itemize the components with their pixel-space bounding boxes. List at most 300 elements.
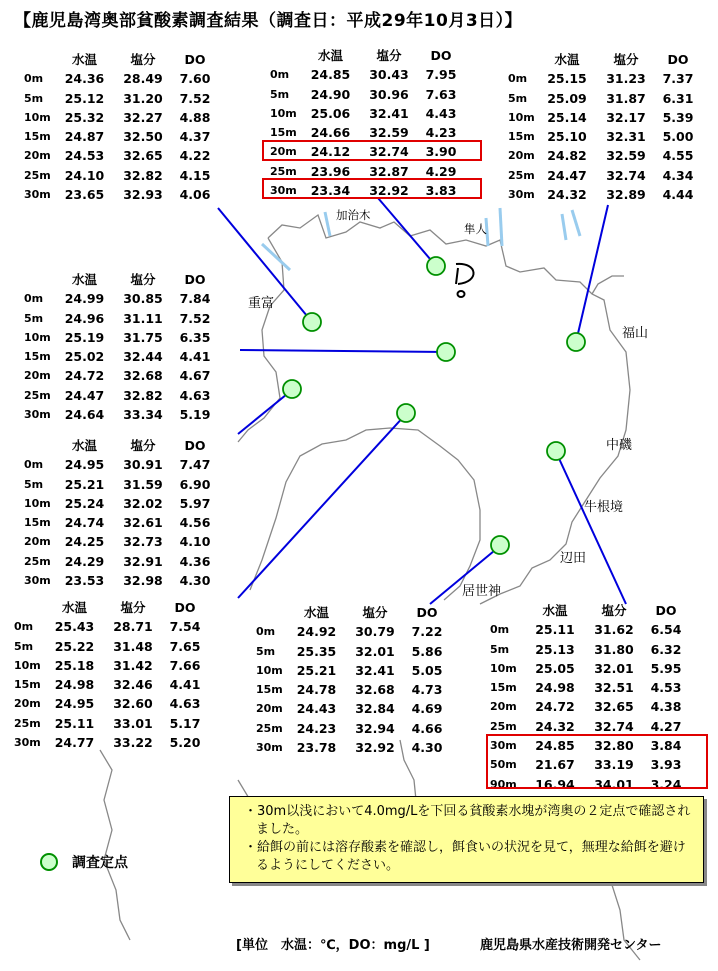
do-cell: 4.43 — [425, 105, 457, 121]
station-table-f — [14, 598, 207, 752]
table-row — [24, 69, 217, 88]
depth-cell: 0m — [24, 458, 44, 472]
column-header-depth — [270, 46, 302, 65]
table-row — [24, 475, 217, 494]
salinity-cell: 31.42 — [113, 657, 153, 673]
table-header-row — [24, 270, 217, 289]
depth-cell: 20m — [24, 369, 51, 383]
table-row — [490, 697, 688, 716]
depth-cell: 25m — [256, 721, 283, 735]
table-row — [270, 85, 463, 104]
depth-cell: 5m — [24, 477, 44, 491]
column-header-salinity: 塩分 — [601, 603, 627, 618]
salinity-cell: 30.79 — [355, 624, 395, 640]
rivers — [262, 208, 580, 270]
sketch-mark — [456, 264, 474, 297]
salinity-cell: 32.65 — [594, 699, 634, 715]
depth-cell: 0m — [24, 72, 44, 86]
depth-cell: 5m — [256, 644, 276, 658]
column-header-temp: 水温 — [71, 438, 97, 453]
salinity-cell: 32.92 — [355, 740, 395, 756]
do-cell: 4.29 — [425, 163, 457, 179]
table-row — [24, 328, 217, 347]
temp-cell: 16.94 — [535, 776, 575, 792]
station-data-table — [508, 50, 700, 204]
do-cell: 4.63 — [169, 696, 201, 712]
salinity-cell: 32.80 — [594, 738, 634, 754]
column-header-temp: 水温 — [317, 48, 343, 63]
table-row — [24, 494, 217, 513]
depth-cell: 30m — [490, 739, 517, 753]
temp-cell: 24.36 — [64, 71, 105, 87]
do-cell: 5.95 — [650, 660, 682, 676]
table-row — [24, 571, 217, 590]
temp-cell: 25.21 — [64, 476, 105, 492]
column-header-do: DO — [655, 603, 677, 618]
temp-cell: 24.77 — [54, 735, 95, 751]
table-header-row — [24, 436, 217, 455]
salinity-cell: 31.23 — [606, 71, 646, 87]
table-row — [24, 405, 217, 424]
table-row — [24, 386, 217, 405]
note-line-2: ・給餌の前には溶存酸素を確認し，餌食いの状況を見て，無理な給餌を避けるようにしてください。 — [244, 840, 686, 873]
station-table-c — [508, 50, 700, 204]
salinity-cell: 32.46 — [113, 677, 153, 693]
do-cell: 4.88 — [179, 109, 211, 125]
depth-cell: 10m — [24, 496, 51, 510]
place-hayato: 隼人 — [464, 222, 487, 236]
table-header-row — [14, 598, 207, 617]
depth-cell: 5m — [24, 91, 44, 105]
leader-line-c — [576, 205, 608, 342]
table-row — [256, 642, 449, 661]
depth-cell: 0m — [14, 620, 34, 634]
do-cell: 4.34 — [662, 167, 694, 183]
do-cell: 7.52 — [179, 90, 211, 106]
low-do-highlight-b20 — [262, 140, 482, 161]
salinity-cell: 32.02 — [123, 495, 163, 511]
do-cell: 3.24 — [650, 776, 682, 792]
do-cell: 7.60 — [179, 71, 211, 87]
depth-cell: 10m — [256, 663, 283, 677]
depth-cell: 20m — [508, 149, 535, 163]
depth-cell: 30m — [24, 574, 51, 588]
do-cell: 4.10 — [179, 534, 211, 550]
salinity-cell: 32.94 — [355, 720, 395, 736]
do-cell: 7.52 — [179, 310, 211, 326]
place-shigetomi: 重富 — [248, 296, 275, 311]
column-header-depth — [14, 598, 46, 617]
salinity-cell: 32.84 — [355, 701, 395, 717]
temp-cell: 24.74 — [64, 515, 105, 531]
temp-cell: 25.19 — [64, 329, 105, 345]
station-data-table — [256, 603, 449, 757]
leader-line-f — [238, 414, 406, 598]
do-cell: 4.37 — [179, 129, 211, 145]
do-cell: 4.30 — [179, 573, 211, 589]
depth-cell: 0m — [508, 72, 528, 86]
depth-cell: 25m — [270, 164, 297, 178]
station-data-table — [24, 270, 217, 424]
station-table-a — [24, 50, 217, 204]
do-cell: 3.84 — [650, 738, 682, 754]
salinity-cell: 32.89 — [606, 187, 646, 203]
leader-line-d — [240, 350, 446, 352]
salinity-cell: 32.51 — [594, 680, 634, 696]
do-cell: 7.22 — [411, 624, 443, 640]
depth-cell: 20m — [256, 702, 283, 716]
column-header-do: DO — [184, 438, 206, 453]
column-header-salinity: 塩分 — [376, 48, 402, 63]
table-row — [270, 104, 463, 123]
depth-cell: 30m — [256, 741, 283, 755]
table-row — [508, 146, 700, 165]
table-row — [14, 656, 207, 675]
table-row — [24, 289, 217, 308]
temp-cell: 24.72 — [64, 368, 105, 384]
temp-cell: 25.09 — [547, 90, 587, 106]
column-header-salinity: 塩分 — [130, 272, 156, 287]
temp-cell: 25.18 — [54, 657, 95, 673]
table-row — [14, 617, 207, 636]
table-row — [490, 678, 688, 697]
station-data-table — [14, 598, 207, 752]
station-a-marker — [303, 313, 321, 331]
do-cell: 4.67 — [179, 368, 211, 384]
depth-cell: 0m — [270, 68, 290, 82]
salinity-cell: 32.82 — [123, 387, 163, 403]
stations — [283, 257, 585, 554]
temp-cell: 23.53 — [64, 573, 105, 589]
temp-cell: 24.78 — [296, 682, 337, 698]
organization-name: 鹿児島県水産技術開発センター — [480, 938, 662, 953]
salinity-cell: 32.50 — [123, 129, 163, 145]
depth-cell: 15m — [256, 683, 283, 697]
depth-cell: 25m — [508, 168, 535, 182]
temp-cell: 25.05 — [535, 660, 575, 676]
advisory-note — [229, 796, 704, 883]
temp-cell: 24.98 — [54, 677, 95, 693]
salinity-cell: 32.74 — [369, 144, 409, 160]
salinity-cell: 30.96 — [369, 86, 409, 102]
temp-cell: 25.06 — [310, 105, 351, 121]
temp-cell: 25.11 — [535, 622, 575, 638]
column-header-depth — [24, 436, 56, 455]
table-row — [508, 127, 700, 146]
temp-cell: 24.10 — [64, 167, 105, 183]
column-header-depth — [24, 50, 56, 69]
temp-cell: 25.15 — [547, 71, 587, 87]
salinity-cell: 32.91 — [123, 553, 163, 569]
do-cell: 5.39 — [662, 109, 694, 125]
salinity-cell: 32.74 — [594, 718, 634, 734]
salinity-cell: 31.80 — [594, 641, 634, 657]
station-b-marker — [427, 257, 445, 275]
depth-cell: 10m — [508, 110, 535, 124]
station-legend-icon — [40, 853, 58, 871]
temp-cell: 24.12 — [310, 144, 351, 160]
salinity-cell: 31.87 — [606, 90, 646, 106]
table-row — [24, 146, 217, 165]
do-cell: 4.69 — [411, 701, 443, 717]
salinity-cell: 32.31 — [606, 129, 646, 145]
page-title: 【鹿児島湾奥部貧酸素調査結果（調査日：平成29年10月3日）】 — [14, 11, 523, 31]
place-isejin: 居世神 — [462, 584, 502, 599]
do-cell: 4.30 — [411, 740, 443, 756]
table-row — [14, 637, 207, 656]
table-row — [508, 69, 700, 88]
depth-cell: 25m — [14, 716, 41, 730]
station-e-marker — [283, 380, 301, 398]
table-header-row — [24, 50, 217, 69]
temp-cell: 24.85 — [310, 67, 351, 83]
table-row — [24, 513, 217, 532]
depth-cell: 15m — [24, 350, 51, 364]
temp-cell: 25.13 — [535, 641, 575, 657]
do-cell: 3.90 — [425, 144, 457, 160]
table-row — [14, 675, 207, 694]
do-cell: 4.38 — [650, 699, 682, 715]
table-row — [256, 661, 449, 680]
column-header-depth — [256, 603, 288, 622]
table-row — [508, 185, 700, 204]
salinity-cell: 32.92 — [369, 183, 409, 199]
salinity-cell: 28.71 — [113, 619, 153, 635]
temp-cell: 24.90 — [310, 86, 351, 102]
table-row — [508, 89, 700, 108]
depth-cell: 10m — [24, 110, 51, 124]
temp-cell: 25.24 — [64, 495, 105, 511]
salinity-cell: 32.68 — [123, 368, 163, 384]
temp-cell: 24.72 — [535, 699, 575, 715]
depth-cell: 30m — [24, 188, 51, 202]
table-header-row — [508, 50, 700, 69]
depth-cell: 5m — [24, 311, 44, 325]
salinity-cell: 30.85 — [123, 291, 163, 307]
salinity-cell: 32.82 — [123, 167, 163, 183]
depth-cell: 0m — [490, 623, 510, 637]
column-header-temp: 水温 — [542, 603, 568, 618]
salinity-cell: 33.34 — [123, 407, 163, 423]
temp-cell: 24.25 — [64, 534, 105, 550]
column-header-depth — [24, 270, 56, 289]
table-row — [24, 366, 217, 385]
salinity-cell: 30.91 — [123, 457, 163, 473]
temp-cell: 24.23 — [296, 720, 337, 736]
table-row — [256, 699, 449, 718]
salinity-cell: 31.62 — [594, 622, 634, 638]
temp-cell: 21.67 — [535, 757, 575, 773]
station-table-e — [24, 436, 217, 590]
temp-cell: 23.96 — [310, 163, 351, 179]
do-cell: 7.95 — [425, 67, 457, 83]
depth-cell: 20m — [24, 535, 51, 549]
table-row — [508, 166, 700, 185]
temp-cell: 23.78 — [296, 740, 337, 756]
station-c-marker — [567, 333, 585, 351]
depth-cell: 20m — [270, 145, 297, 159]
do-cell: 6.54 — [650, 622, 682, 638]
table-row — [14, 694, 207, 713]
depth-cell: 20m — [14, 697, 41, 711]
table-row — [508, 108, 700, 127]
depth-cell: 15m — [270, 126, 297, 140]
column-header-depth — [508, 50, 538, 69]
table-row — [270, 65, 463, 84]
depth-cell: 25m — [24, 554, 51, 568]
temp-cell: 24.47 — [547, 167, 587, 183]
salinity-cell: 33.19 — [594, 757, 634, 773]
temp-cell: 24.66 — [310, 125, 351, 141]
temp-cell: 24.64 — [64, 407, 105, 423]
place-ushinenasakai: 牛根境 — [584, 500, 624, 515]
table-header-row — [490, 601, 688, 620]
legend-label: 調査定点 — [72, 855, 128, 871]
depth-cell: 50m — [490, 758, 517, 772]
do-cell: 4.44 — [662, 187, 694, 203]
temp-cell: 25.12 — [64, 90, 105, 106]
do-cell: 5.19 — [179, 407, 211, 423]
temp-cell: 25.32 — [64, 109, 105, 125]
depth-cell: 10m — [14, 658, 41, 672]
low-do-highlight-h — [486, 734, 708, 789]
column-header-temp: 水温 — [61, 600, 87, 615]
salinity-cell: 31.20 — [123, 90, 163, 106]
station-f-marker — [397, 404, 415, 422]
salinity-cell: 32.17 — [606, 109, 646, 125]
column-header-salinity: 塩分 — [130, 438, 156, 453]
do-cell: 4.53 — [650, 680, 682, 696]
depth-cell: 10m — [24, 330, 51, 344]
table-row — [14, 714, 207, 733]
salinity-cell: 30.43 — [369, 67, 409, 83]
salinity-cell: 31.75 — [123, 329, 163, 345]
salinity-cell: 32.93 — [123, 187, 163, 203]
station-h-marker — [547, 442, 565, 460]
temp-cell: 25.35 — [296, 643, 337, 659]
depth-cell: 5m — [490, 642, 510, 656]
depth-cell: 20m — [490, 700, 517, 714]
depth-cell: 90m — [490, 777, 517, 791]
salinity-cell: 32.59 — [606, 148, 646, 164]
column-header-do: DO — [667, 52, 689, 67]
depth-cell: 30m — [508, 188, 535, 202]
units-note: [単位 水温：℃，DO：mg/L ] — [236, 938, 430, 953]
table-row — [490, 640, 688, 659]
salinity-cell: 32.60 — [113, 696, 153, 712]
leader-line-e — [238, 390, 292, 434]
depth-cell: 30m — [14, 736, 41, 750]
temp-cell: 24.32 — [547, 187, 587, 203]
salinity-cell: 32.61 — [123, 515, 163, 531]
depth-cell: 15m — [508, 130, 535, 144]
table-row — [24, 166, 217, 185]
do-cell: 4.27 — [650, 718, 682, 734]
temp-cell: 24.43 — [296, 701, 337, 717]
salinity-cell: 32.27 — [123, 109, 163, 125]
do-cell: 5.86 — [411, 643, 443, 659]
salinity-cell: 32.65 — [123, 148, 163, 164]
do-cell: 6.32 — [650, 641, 682, 657]
column-header-temp: 水温 — [71, 52, 97, 67]
salinity-cell: 32.41 — [369, 105, 409, 121]
column-header-salinity: 塩分 — [362, 605, 388, 620]
do-cell: 4.41 — [169, 677, 201, 693]
depth-cell: 10m — [490, 661, 517, 675]
column-header-do: DO — [184, 52, 206, 67]
depth-cell: 0m — [256, 625, 276, 639]
depth-cell: 5m — [270, 87, 290, 101]
do-cell: 7.84 — [179, 291, 211, 307]
table-row — [24, 89, 217, 108]
do-cell: 7.37 — [662, 71, 694, 87]
salinity-cell: 31.11 — [123, 310, 163, 326]
do-cell: 4.55 — [662, 148, 694, 164]
salinity-cell: 32.87 — [369, 163, 409, 179]
depth-cell: 15m — [24, 130, 51, 144]
table-row — [256, 738, 449, 757]
do-cell: 4.63 — [179, 387, 211, 403]
salinity-cell: 32.68 — [355, 682, 395, 698]
leader-line-h — [556, 452, 626, 604]
temp-cell: 24.92 — [296, 624, 337, 640]
depth-cell: 25m — [24, 388, 51, 402]
temp-cell: 25.10 — [547, 129, 587, 145]
depth-cell: 30m — [24, 408, 51, 422]
temp-cell: 25.02 — [64, 349, 105, 365]
do-cell: 3.83 — [425, 183, 457, 199]
leader-line-b — [378, 198, 436, 266]
column-header-temp: 水温 — [554, 52, 580, 67]
table-header-row — [256, 603, 449, 622]
column-header-salinity: 塩分 — [613, 52, 639, 67]
column-header-do: DO — [416, 605, 438, 620]
do-cell: 4.23 — [425, 125, 457, 141]
do-cell: 5.05 — [411, 662, 443, 678]
do-cell: 4.66 — [411, 720, 443, 736]
table-header-row — [270, 46, 463, 65]
depth-cell: 30m — [270, 184, 297, 198]
depth-cell: 25m — [24, 168, 51, 182]
temp-cell: 25.43 — [54, 619, 95, 635]
salinity-cell: 32.98 — [123, 573, 163, 589]
salinity-cell: 32.59 — [369, 125, 409, 141]
column-header-do: DO — [184, 272, 206, 287]
do-cell: 5.97 — [179, 495, 211, 511]
depth-cell: 5m — [14, 639, 34, 653]
map-legend — [40, 852, 128, 872]
salinity-cell: 32.41 — [355, 662, 395, 678]
temp-cell: 24.29 — [64, 553, 105, 569]
place-hetada: 辺田 — [560, 551, 587, 566]
place-nakaiso: 中磯 — [606, 438, 633, 453]
do-cell: 4.36 — [179, 553, 211, 569]
temp-cell: 24.53 — [64, 148, 105, 164]
salinity-cell: 34.01 — [594, 776, 634, 792]
temp-cell: 25.21 — [296, 662, 337, 678]
temp-cell: 24.87 — [64, 129, 105, 145]
station-data-table — [24, 436, 217, 590]
do-cell: 5.17 — [169, 715, 201, 731]
do-cell: 6.90 — [179, 476, 211, 492]
do-cell: 4.73 — [411, 682, 443, 698]
column-header-do: DO — [430, 48, 452, 63]
do-cell: 6.31 — [662, 90, 694, 106]
salinity-cell: 32.44 — [123, 349, 163, 365]
salinity-cell: 33.01 — [113, 715, 153, 731]
salinity-cell: 31.59 — [123, 476, 163, 492]
salinity-cell: 31.48 — [113, 638, 153, 654]
